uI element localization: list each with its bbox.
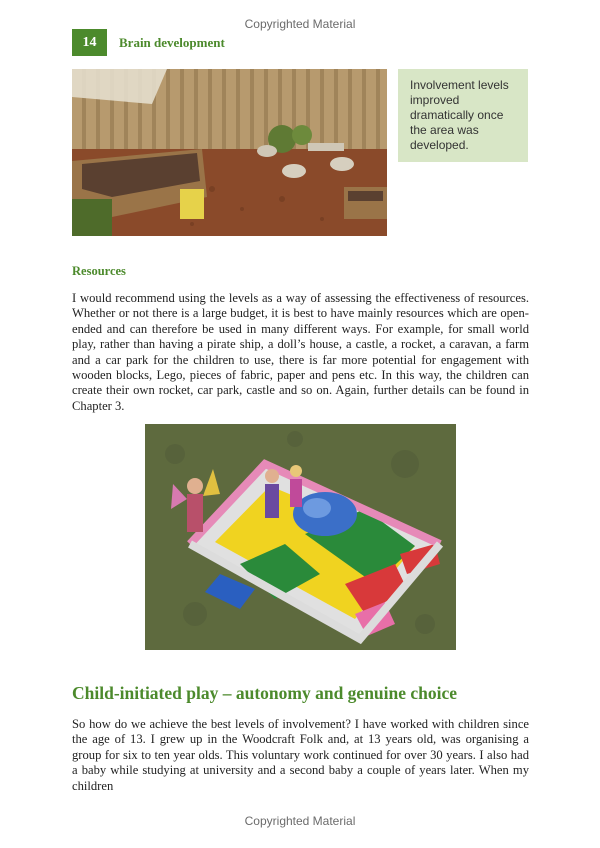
section-heading-resources: Resources (72, 264, 126, 278)
watermark-top: Copyrighted Material (244, 17, 356, 31)
lego-play-photo (145, 424, 456, 650)
chapter-heading: Child-initiated play – autonomy and genuine choice (72, 683, 458, 703)
photo-caption: Involvement levels improved dramatically once the area was developed. (398, 69, 528, 162)
running-title: Brain development (119, 34, 225, 50)
page-header (72, 29, 225, 56)
page-number: 14 (72, 29, 107, 56)
garden-area-photo (72, 69, 387, 236)
watermark-bottom: Copyrighted Material (244, 814, 356, 828)
chapter-paragraph: So how do we achieve the best levels of involvement? I have worked with children since the age of 13. I grew up in the Woodcraft Folk and, at 13 years old, was organising a group for six to ten year olds. This voluntary work continued for over 30 years. I also had a baby while studying at university and a second baby a couple of years later. When my children (72, 717, 529, 793)
resources-paragraph: I would recommend using the levels as a way of assessing the effectiveness of resources. Whether or not there is a large budget, it is best to have mainly resources which are open-ended and can therefore be used in many different ways. For example, for small world play, rather than having a pirate ship, a doll’s house, a castle, a rocket, a caravan, a farm and a car park for the children to use, there is far more potential for engagement with wooden blocks, Lego, pieces of fabric, paper and pens etc. In this way, the children can create their own rocket, car park, castle and so on. Again, further details can be found in Chapter 3. (72, 291, 529, 413)
